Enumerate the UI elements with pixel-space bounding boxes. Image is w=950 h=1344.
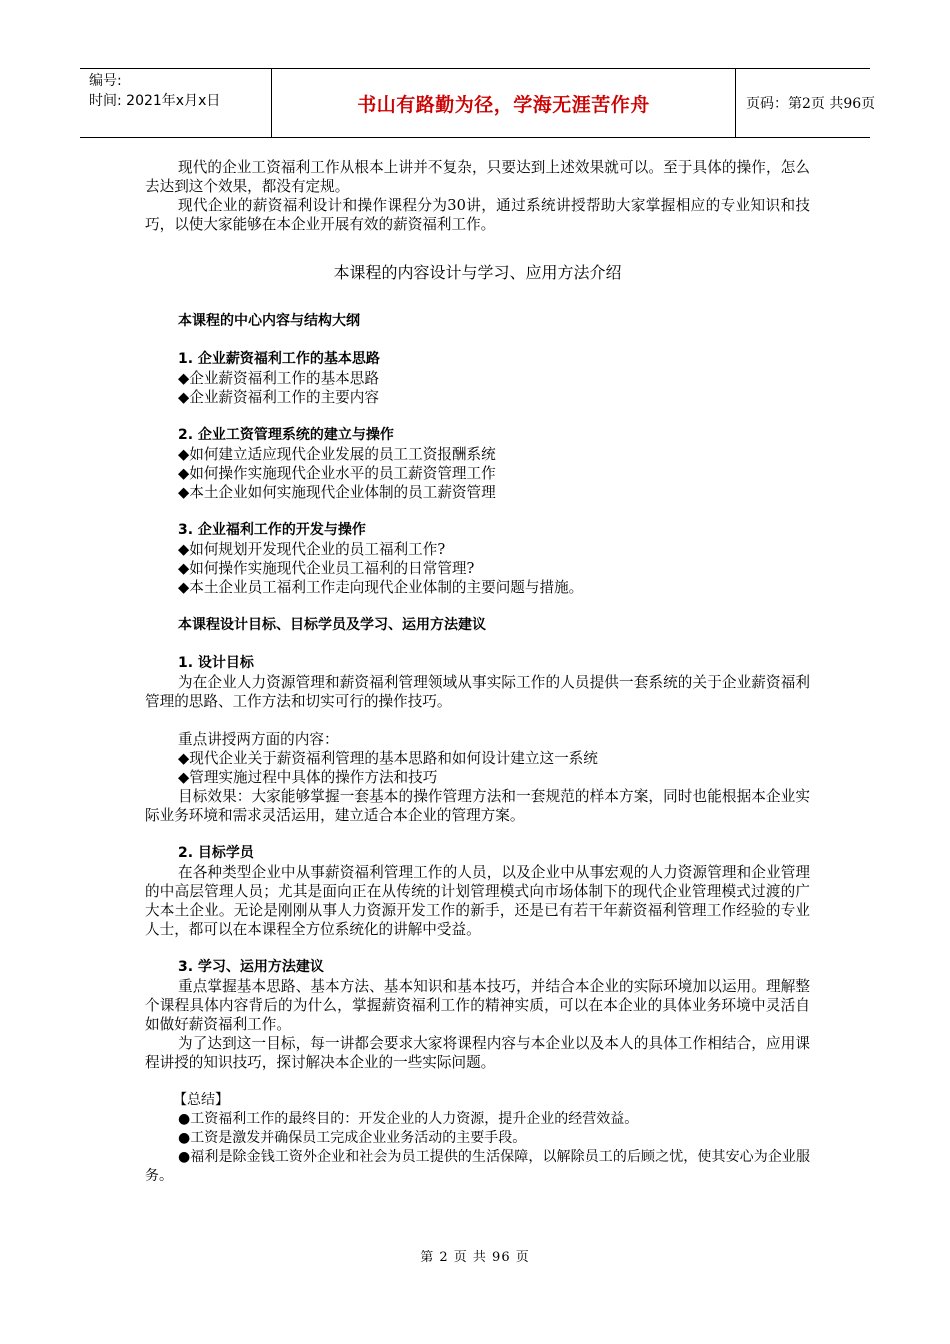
page-header [80,68,876,138]
students-text: 在各种类型企业中从事薪资福利管理工作的人员，以及企业中从事宏观的人力资源管理和企业管理的中高层管理人员；尤其是面向正在从传统的计划管理模式向市场体制下的现代企业管理模式过渡的广大本土企业。无论是刚刚从事人力资源开发工作的新手，还是已有若干年薪资福利管理工作经验的专业人士，都可以在本课程全方位系统化的讲解中受益。 [145,864,810,938]
intro-paragraph: 现代企业的薪资福利设计和操作课程分为30讲，通过系统讲授帮助大家掌握相应的专业知识和技巧，以使大家能够在本企业开展有效的薪资福利工作。 [145,197,810,233]
summary-item: ●工资福利工作的最终目的：开发企业的人力资源，提升企业的经营效益。 [178,1111,639,1127]
outline-item: ◆如何操作实施现代企业水平的员工薪资管理工作 [178,465,496,482]
outline-item: ◆如何操作实施现代企业员工福利的日常管理? [178,560,475,577]
summary-heading: 【总结】 [173,1092,229,1108]
header-meta [80,69,272,137]
outline-item: ◆企业薪资福利工作的主要内容 [178,389,379,406]
document-body [145,158,810,1186]
effect-text: 目标效果：大家能够掌握一套基本的操作管理方法和一套规范的样本方案，同时也能根据本企业实际业务环境和需求灵活运用，建立适合本企业的管理方案。 [145,788,810,824]
header-page-info: 页码：第2页 共96页 [746,96,876,112]
outline-item: ◆本土企业如何实施现代企业体制的员工薪资管理 [178,484,496,501]
header-time-label: 时间: 2021年x月x日 [89,93,221,109]
goal-text: 为在企业人力资源管理和薪资福利管理领域从事实际工作的人员提供一套系统的关于企业薪资福利管理的思路、工作方法和切实可行的操作技巧。 [145,674,810,710]
outline-heading: 本课程的中心内容与结构大纲 [178,313,360,329]
method-text: 为了达到这一目标，每一讲都会要求大家将课程内容与本企业以及本人的具体工作相结合，应用课程讲授的知识技巧，探讨解决本企业的一些实际问题。 [145,1035,810,1071]
method-text: 重点掌握基本思路、基本方法、基本知识和基本技巧，并结合本企业的实际环境加以运用。理解整个课程具体内容背后的为什么，掌握薪资福利工作的精神实质，可以在本企业的具体业务环境中灵活自如做好薪资福利工作。 [145,978,810,1033]
students-title: 2. 目标学员 [178,845,254,861]
design-heading: 本课程设计目标、目标学员及学习、运用方法建议 [178,617,486,633]
summary-item: ●福利是除金钱工资外企业和社会为员工提供的生活保障，以解除员工的后顾之忧，使其安心为企业服务。 [145,1149,810,1184]
summary-item: ●工资是激发并确保员工完成企业业务活动的主要手段。 [178,1130,527,1146]
focus-intro: 重点讲授两方面的内容： [178,731,339,748]
outline-section-title: 1. 企业薪资福利工作的基本思路 [178,351,380,367]
outline-section-title: 2. 企业工资管理系统的建立与操作 [178,427,394,443]
method-title: 3. 学习、运用方法建议 [178,959,324,975]
header-number-label: 编号: [89,73,122,89]
outline-item: ◆本土企业员工福利工作走向现代企业体制的主要问题与措施。 [178,579,584,596]
goal-title: 1. 设计目标 [178,655,254,671]
outline-section-title: 3. 企业福利工作的开发与操作 [178,522,366,538]
page-footer: 第 2 页 共 96 页 [420,1250,530,1265]
focus-item: ◆现代企业关于薪资福利管理的基本思路和如何设计建立这一系统 [178,750,598,767]
header-motto: 书山有路勤为径，学海无涯苦作舟 [272,69,736,137]
main-title: 本课程的内容设计与学习、应用方法介绍 [333,263,622,282]
intro-paragraph: 现代的企业工资福利工作从根本上讲并不复杂，只要达到上述效果就可以。至于具体的操作，怎么去达到这个效果，都没有定规。 [145,159,810,195]
focus-item: ◆管理实施过程中具体的操作方法和技巧 [178,769,438,786]
outline-item: ◆如何建立适应现代企业发展的员工工资报酬系统 [178,446,496,463]
outline-item: ◆如何规划开发现代企业的员工福利工作? [178,541,446,558]
outline-item: ◆企业薪资福利工作的基本思路 [178,370,379,387]
